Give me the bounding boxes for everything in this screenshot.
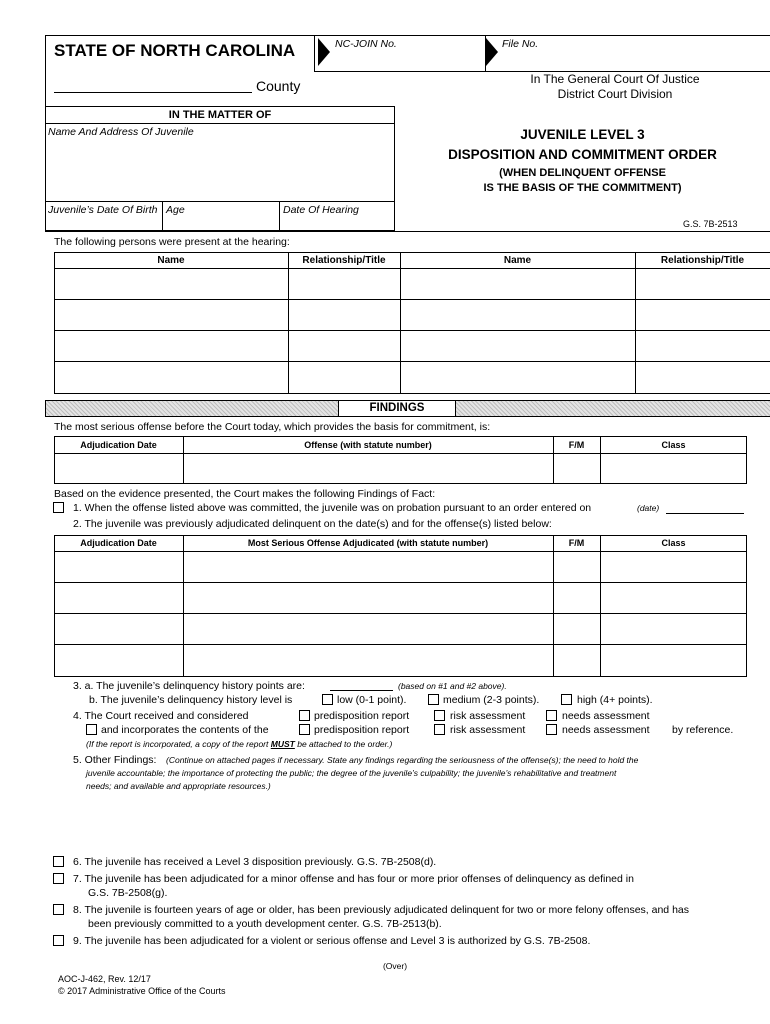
received-needs-checkbox[interactable] — [546, 710, 557, 721]
item3a-note: (based on #1 and #2 above). — [398, 681, 507, 691]
level-low-label: low (0-1 point). — [337, 694, 407, 706]
copyright: © 2017 Administrative Office of the Courts — [58, 986, 226, 996]
item1-date-label: (date) — [637, 503, 660, 513]
incorporated-risk-label: risk assessment — [450, 724, 526, 736]
item8-checkbox[interactable] — [53, 904, 64, 915]
prior-col-line — [600, 535, 601, 677]
level-low-checkbox[interactable] — [322, 694, 333, 705]
present-row-line — [54, 361, 770, 362]
title-line1: JUVENILE LEVEL 3 — [520, 127, 645, 142]
incorporates-checkbox[interactable] — [86, 724, 97, 735]
received-needs-label: needs assessment — [562, 710, 650, 722]
item8-text-2: been previously committed to a youth development center. G.S. 7B-2513(b). — [88, 918, 442, 930]
prior-table-header-line — [54, 551, 747, 552]
title-line2: DISPOSITION AND COMMITMENT ORDER — [448, 147, 717, 162]
dob-label: Juvenile’s Date Of Birth — [48, 204, 158, 216]
item5-note-3: needs; and available and appropriate resources.) — [86, 781, 271, 791]
nc-join-arrow-icon — [318, 38, 330, 66]
file-no-arrow-icon — [486, 38, 498, 66]
level-high-label: high (4+ points). — [577, 694, 653, 706]
state-name: STATE OF NORTH CAROLINA — [54, 41, 296, 60]
received-predisposition-label: predisposition report — [314, 710, 410, 722]
present-col-relationship-2: Relationship/Title — [660, 255, 745, 266]
present-header-line — [54, 268, 770, 269]
item3b-text: b. The juvenile’s delinquency history level is — [89, 694, 293, 706]
county-line[interactable] — [54, 92, 252, 93]
item7-checkbox[interactable] — [53, 873, 64, 884]
history-points-field[interactable] — [330, 690, 393, 691]
level-high-checkbox[interactable] — [561, 694, 572, 705]
present-col-line — [400, 252, 401, 394]
by-reference-label: by reference. — [672, 724, 734, 736]
other-findings-area[interactable] — [86, 795, 746, 850]
title-line3: (WHEN DELINQUENT OFFENSE — [499, 167, 666, 179]
incorporated-needs-label: needs assessment — [562, 724, 650, 736]
matter-heading: IN THE MATTER OF — [168, 109, 272, 121]
present-intro: The following persons were present at the hearing: — [54, 236, 290, 248]
age-label: Age — [166, 204, 185, 216]
level-medium-label: medium (2-3 points). — [443, 694, 540, 706]
present-table — [54, 252, 770, 394]
age-divider — [279, 201, 280, 231]
incorporated-risk-checkbox[interactable] — [434, 724, 445, 735]
item1-checkbox[interactable] — [53, 502, 64, 513]
item9-text: 9. The juvenile has been adjudicated for a violent or serious offense and Level 3 is authorized by G.S. 7B-2508. — [73, 935, 591, 947]
item1-text: 1. When the offense listed above was committed, the juvenile was on probation pursuant to an order entered on — [73, 502, 592, 514]
title-line4: IS THE BASIS OF THE COMMITMENT) — [483, 182, 682, 194]
incorporated-predisposition-checkbox[interactable] — [299, 724, 310, 735]
t2-col-adj-date: Adjudication Date — [80, 538, 157, 548]
dob-divider — [162, 201, 163, 231]
evidence-intro: Based on the evidence presented, the Court makes the following Findings of Fact: — [54, 488, 436, 500]
item6-text: 6. The juvenile has received a Level 3 disposition previously. G.S. 7B-2508(d). — [73, 856, 437, 868]
incorporated-predisposition-label: predisposition report — [314, 724, 410, 736]
form-id: AOC-J-462, Rev. 12/17 — [58, 974, 151, 984]
court-line1: In The General Court Of Justice — [530, 72, 700, 86]
over-label: (Over) — [382, 961, 408, 971]
item5-text: 5. Other Findings: — [73, 754, 157, 766]
item8-text: 8. The juvenile is fourteen years of age or older, has been previously adjudicated delinquent for two or more felony offenses, and has — [73, 904, 689, 916]
file-no-label: File No. — [502, 38, 539, 50]
level-medium-checkbox[interactable] — [428, 694, 439, 705]
item5-note-2: juvenile accountable; the importance of protecting the public; the degree of the juvenile’s culpability; the juvenile’s rehabilitative and treatment — [86, 768, 617, 778]
received-predisposition-checkbox[interactable] — [299, 710, 310, 721]
offense-table-header-line — [54, 453, 747, 454]
nc-join-label: NC-JOIN No. — [335, 38, 397, 50]
item5-note: (Continue on attached pages if necessary. State any findings regarding the seriousness of the offense(s); the need to hold the — [166, 755, 639, 765]
present-col-name-2: Name — [503, 255, 532, 266]
matter-heading-line — [45, 123, 395, 124]
item4-note-pre: (If the report is incorporated, a copy of the report — [86, 739, 269, 749]
prior-offense-table — [54, 535, 747, 677]
present-col-relationship-1: Relationship/Title — [302, 255, 386, 266]
t2-col-fm: F/M — [568, 538, 585, 548]
present-row-line — [54, 330, 770, 331]
title-bottom-line — [45, 231, 770, 232]
prior-col-line — [553, 535, 554, 677]
item7-text-2: G.S. 7B-2508(g). — [88, 887, 168, 899]
t1-col-adj-date: Adjudication Date — [80, 440, 157, 450]
received-risk-label: risk assessment — [450, 710, 526, 722]
matter-dob-line — [45, 201, 395, 202]
t1-col-offense: Offense (with statute number) — [304, 440, 432, 450]
item7-text: 7. The juvenile has been adjudicated for a minor offense and has four or more prior offenses of delinquency as defined in — [73, 873, 634, 885]
item4b-text: and incorporates the contents of the — [101, 724, 269, 736]
item6-checkbox[interactable] — [53, 856, 64, 867]
header-divider — [314, 35, 315, 71]
item4-note-must: MUST — [270, 739, 295, 749]
findings-heading: FINDINGS — [369, 402, 425, 414]
prior-table-row-line — [54, 613, 747, 614]
court-line2: District Court Division — [557, 87, 673, 101]
t1-col-class: Class — [661, 440, 686, 450]
item9-checkbox[interactable] — [53, 935, 64, 946]
name-address-label: Name And Address Of Juvenile — [48, 126, 194, 138]
county-label: County — [256, 78, 301, 94]
item1-date-field[interactable] — [666, 513, 744, 514]
serious-offense-intro: The most serious offense before the Court today, which provides the basis for commitment, is: — [54, 421, 491, 433]
present-row-line — [54, 299, 770, 300]
present-col-line — [635, 252, 636, 394]
t2-col-offense: Most Serious Offense Adjudicated (with statute number) — [247, 538, 489, 548]
incorporated-needs-checkbox[interactable] — [546, 724, 557, 735]
t1-col-fm: F/M — [568, 440, 585, 450]
t2-col-class: Class — [661, 538, 686, 548]
received-risk-checkbox[interactable] — [434, 710, 445, 721]
hearing-date-label: Date Of Hearing — [283, 204, 359, 216]
item3a-text: 3. a. The juvenile’s delinquency history points are: — [73, 680, 305, 692]
statute-ref: G.S. 7B-2513 — [683, 219, 738, 229]
prior-col-line — [183, 535, 184, 677]
present-col-name-1: Name — [157, 255, 185, 266]
item2-text: 2. The juvenile was previously adjudicated delinquent on the date(s) and for the offense(s) listed below: — [73, 518, 552, 530]
prior-table-row-line — [54, 582, 747, 583]
prior-table-row-line — [54, 644, 747, 645]
item4-note — [86, 739, 392, 749]
item4-note-post: be attached to the order.) — [297, 739, 393, 749]
item4-text: 4. The Court received and considered — [73, 710, 249, 722]
present-col-line — [288, 252, 289, 394]
